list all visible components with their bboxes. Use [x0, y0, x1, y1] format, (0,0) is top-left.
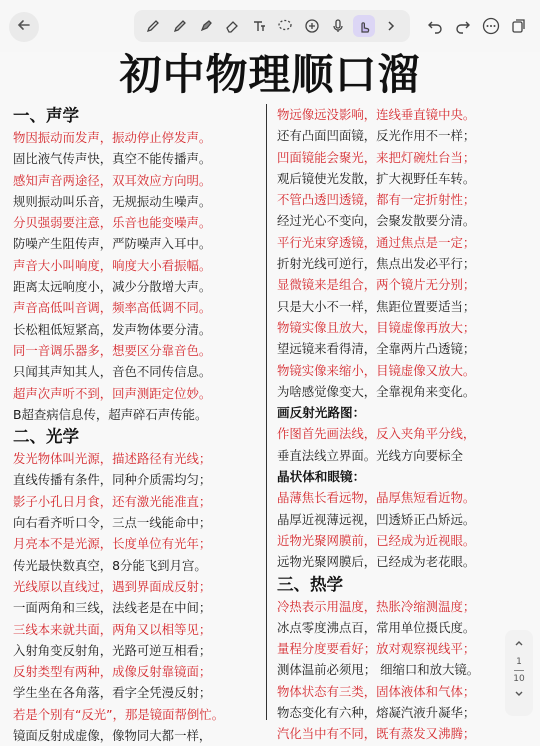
verse-line: 物体状态有三类，固体液体和气体；	[277, 683, 476, 699]
verse-line: 物镜实像且放大，目镜虚像再放大；	[277, 319, 476, 335]
pages-icon[interactable]	[508, 15, 530, 37]
verse-line: 超声次声听不到，回声测距定位妙。	[13, 385, 212, 401]
back-button[interactable]	[9, 12, 39, 42]
drawing-tools	[134, 10, 410, 42]
verse-line: 观后镜使光发散，扩大视野任车转。	[277, 170, 476, 186]
verse-line: 晶厚近视薄远视，凹透矫正凸矫远。	[277, 511, 476, 527]
text-icon[interactable]	[248, 15, 270, 37]
verse-line: 物因振动而发声，振动停止停发声。	[13, 130, 212, 145]
current-page: 1	[516, 657, 522, 667]
verse-line: 垂直法线立界面。光线方向要标全	[277, 447, 463, 463]
chevron-down-icon[interactable]	[514, 685, 524, 707]
more-icon[interactable]	[480, 15, 502, 37]
verse-line: B超查病信息传，超声碎石声传能。	[13, 406, 208, 422]
verse-line: 冷热表示用温度，热胀冷缩测温度；	[277, 598, 476, 614]
verse-line: 长松粗低短紧高，发声物体要分清。	[13, 321, 212, 337]
verse-line: 经过光心不变向，会聚发散要分清。	[277, 213, 476, 229]
pencil-icon[interactable]	[169, 15, 191, 37]
verse-line: 固比液气传声快，真空不能传播声。	[13, 151, 212, 167]
verse-line: 学生坐在各角落，看字全凭漫反射；	[13, 685, 212, 701]
redo-icon[interactable]	[452, 15, 474, 37]
verse-line: 直线传播有条件，同种介质需均匀；	[13, 472, 212, 488]
verse-line: 物镜实像来缩小，目镜虚像又放大。	[277, 362, 476, 378]
highlighter-icon[interactable]	[195, 15, 217, 37]
verse-line: 为啥感觉像变大，全靠视角来变化。	[277, 383, 476, 399]
verse-line: 测体温前必须甩； 细缩口和放大镜。	[277, 662, 480, 678]
verse-line: 物态变化有六种，熔凝汽液升凝华；	[277, 705, 476, 721]
verse-line: 入射角变反射角，光路可逆互相看；	[13, 642, 212, 658]
page-separator	[514, 670, 524, 671]
verse-line: 反射类型有两种，成像反射靠镜面；	[13, 664, 212, 680]
eraser-icon[interactable]	[221, 15, 243, 37]
verse-line: 只闻其声知其人，音色不同传信息。	[13, 364, 212, 380]
verse-line: 作图首先画法线，反入夹角平分线，	[277, 426, 476, 442]
back-arrow-icon	[17, 18, 31, 36]
finger-draw-icon[interactable]	[353, 15, 375, 37]
verse-line: 规则振动叫乐音，无规振动生噪声。	[13, 193, 212, 209]
verse-line: 距离太远响度小，减少分散增大声。	[13, 279, 212, 295]
pen-icon[interactable]	[142, 15, 164, 37]
verse-line: 平行光束穿透镜，通过焦点是一定；	[277, 234, 476, 250]
verse-line: 影子小孔日月食，还有激光能准直；	[13, 493, 212, 509]
section-heading: 三、热学	[277, 574, 343, 594]
action-tools	[424, 10, 530, 42]
left-column	[13, 104, 259, 746]
verse-line: 折射光线可逆行，焦点出发必平行；	[277, 256, 476, 272]
verse-line: 不管凸透凹透镜，都有一定折射性；	[277, 192, 476, 208]
verse-line: 还有凸面凹面镜，反光作用不一样；	[277, 128, 476, 144]
verse-line: 晶薄焦长看远物，晶厚焦短看近物。	[277, 490, 476, 506]
verse-line: 感知声音两途径，双耳效应方向明。	[13, 172, 212, 188]
verse-line: 镜面反射成虚像，像物同大都一样，	[13, 728, 212, 744]
verse-line: 向右看齐听口令，三点一线能命中；	[13, 515, 212, 531]
chevron-right-icon[interactable]	[380, 15, 402, 37]
verse-line: 望远镜来看得清，全靠两片凸透镜；	[277, 341, 476, 357]
total-pages: 10	[513, 674, 525, 684]
verse-line: 凹面镜能会聚光，来把灯碗灶台当；	[277, 149, 476, 165]
verse-line: 物远像远没影响，连线垂直镜中央。	[277, 107, 476, 122]
verse-line: 光线原以直线过，遇到界面成反射；	[13, 578, 212, 594]
verse-line: 远物光聚网膜后，已经成为老花眼。	[277, 554, 476, 570]
verse-line: 显微镜来是组合，两个镜片无分别；	[277, 277, 476, 293]
verse-line: 近物光聚网膜前，已经成为近视眼。	[277, 532, 476, 548]
verse-line: 发光物体叫光源，描述路径有光线；	[13, 451, 212, 467]
subsection-heading: 画反射光路图：	[277, 405, 366, 421]
page-scroller[interactable]	[505, 630, 533, 716]
subsection-heading: 晶状体和眼镜：	[277, 469, 366, 485]
verse-line: 同一音调乐器多，想要区分靠音色。	[13, 342, 212, 358]
verse-line: 量程分度要看好；放对观察视线平；	[277, 641, 476, 657]
verse-line: 若是个别有“反光”，那是镜面帮倒忙。	[13, 706, 225, 722]
add-icon[interactable]	[301, 15, 323, 37]
verse-line: 冰点零度沸点百，常用单位摄氏度。	[277, 619, 476, 635]
mic-icon[interactable]	[327, 15, 349, 37]
verse-line: 声音高低叫音调，频率高低调不同。	[13, 300, 212, 316]
verse-line: 只是大小不一样，焦距位置要适当；	[277, 298, 476, 314]
section-heading: 一、声学	[13, 106, 79, 125]
verse-line: 分贝强弱要注意，乐音也能变噪声。	[13, 215, 212, 231]
verse-line: 防噪产生阻传声，严防噪声入耳中。	[13, 236, 212, 252]
column-divider	[266, 104, 267, 720]
lasso-icon[interactable]	[274, 15, 296, 37]
chevron-up-icon[interactable]	[514, 634, 524, 656]
verse-line: 传光最快数真空，8分能飞到月宫。	[13, 557, 207, 573]
section-heading: 二、光学	[13, 427, 79, 447]
page-title: 初中物理顺口溜	[119, 50, 421, 99]
verse-line: 声音大小叫响度，响度大小看振幅。	[13, 257, 212, 273]
right-column	[277, 104, 527, 745]
verse-line: 月亮本不是光源，长度单位有光年；	[13, 536, 212, 552]
undo-icon[interactable]	[424, 15, 446, 37]
verse-line: 汽化当中有不同，既有蒸发又沸腾；	[277, 726, 476, 742]
verse-line: 三线本来就共面，两角又以相等见；	[13, 621, 212, 637]
verse-line: 一面两角和三线，法线老是在中间；	[13, 600, 212, 616]
